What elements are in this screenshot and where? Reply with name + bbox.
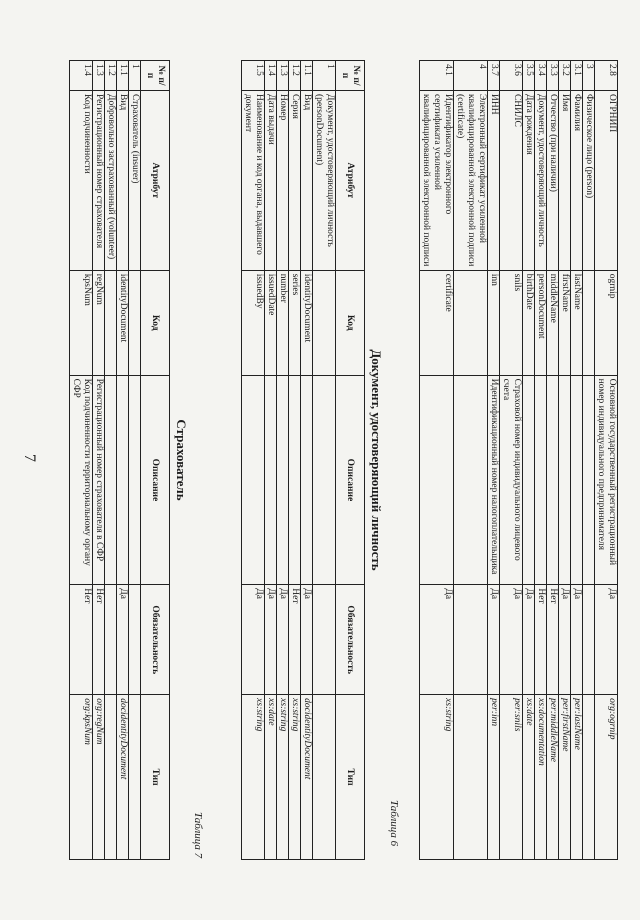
table6-title: Документ, удостоверяющий личность [369, 349, 384, 571]
table-cell: middleName [547, 270, 559, 375]
table-cell: firstName [559, 270, 571, 375]
table-row [242, 61, 265, 860]
table-cell: 3.2 [559, 61, 571, 91]
table-cell: Электронный сертификат усиленной квалифицированной электронной подписи (certificate) [454, 90, 488, 270]
table-cell [105, 375, 117, 585]
table-row [500, 61, 523, 860]
table-cell: Добровольно застрахованный (volunteer) [105, 90, 117, 270]
table-row [535, 61, 547, 860]
table-cell: Идентификационный номер налогоплательщика [488, 375, 500, 585]
table-cell: issuedBy [242, 270, 265, 375]
table-cell: Регистрационный номер страхователя [93, 90, 105, 270]
table-cell [571, 375, 583, 585]
table-cell: Да [301, 585, 313, 695]
table-cell [129, 375, 141, 585]
table-cell [454, 375, 488, 585]
table-cell [313, 585, 336, 695]
table-cell: xs:string [289, 695, 301, 860]
table-row [523, 61, 535, 860]
table-cell: snils [500, 270, 523, 375]
table-cell: Вид [301, 90, 313, 270]
table-cell: xs:string [420, 695, 454, 860]
table-cell: Да [595, 585, 618, 695]
table-row [454, 61, 488, 860]
table-cell [454, 270, 488, 375]
table-cell: regNum [93, 270, 105, 375]
table-cell: 1.3 [277, 61, 289, 91]
table-cell: Идентификатор электронного сертификата усиленной квалифицированной электронной подписи [420, 90, 454, 270]
table-cell [289, 375, 301, 585]
table-cell [420, 375, 454, 585]
column-header: Атрибут [141, 90, 170, 270]
table-cell: Имя [559, 90, 571, 270]
table-cell [583, 375, 595, 585]
column-header: Тип [336, 695, 365, 860]
table-row [289, 61, 301, 860]
table-row [277, 61, 289, 860]
table-cell: 4 [454, 61, 488, 91]
table-cell [117, 375, 129, 585]
table-cell: 1.5 [242, 61, 265, 91]
table-cell: Да [420, 585, 454, 695]
table-cell [583, 270, 595, 375]
table-cell: Нет [535, 585, 547, 695]
table-cell [105, 585, 117, 695]
table-cell [301, 375, 313, 585]
table-cell: Нет [289, 585, 301, 695]
table-cell: xs:date [523, 695, 535, 860]
table-cell: 1.2 [105, 61, 117, 91]
table-row [547, 61, 559, 860]
table-cell: Нет [70, 585, 93, 695]
table-cell: ogrnip [595, 270, 618, 375]
table-cell: Страховой номер индивидуального лицевого счета [500, 375, 523, 585]
column-header: № п/п [336, 61, 365, 91]
table-cell: per:snils [500, 695, 523, 860]
table-cell: Да [117, 585, 129, 695]
table-cell: Дата выдачи [265, 90, 277, 270]
column-header: Атрибут [336, 90, 365, 270]
table-cell: kpsNum [70, 270, 93, 375]
table7-title: Страхователь [174, 419, 189, 501]
table-row [559, 61, 571, 860]
table-cell: per:lastName [571, 695, 583, 860]
table-cell: docidentityDocument [117, 695, 129, 860]
page-number: 7 [21, 454, 38, 462]
table-cell: number [277, 270, 289, 375]
table-cell: Фамилия [571, 90, 583, 270]
table-cell: 1.1 [117, 61, 129, 91]
table-cell: certificate [420, 270, 454, 375]
table-cell: 1.1 [301, 61, 313, 91]
table-cell: Код подчиненности [70, 90, 93, 270]
table-cell [242, 375, 265, 585]
table-cell [454, 585, 488, 695]
table-cell: Нет [547, 585, 559, 695]
table-cell: Страхователь (insurer) [129, 90, 141, 270]
table-cell [129, 585, 141, 695]
table-cell: Документ, удостоверяющий личность [535, 90, 547, 270]
table-cell: Да [242, 585, 265, 695]
table-cell [105, 695, 117, 860]
table-cell [313, 270, 336, 375]
table-cell: xs:string [277, 695, 289, 860]
table-cell: 4.1 [420, 61, 454, 91]
table-cell: Регистрационный номер страхователя в СФР [93, 375, 105, 585]
table-cell: 2.8 [595, 61, 618, 91]
table-cell: Документ, удостоверяющий личность (personDocument) [313, 90, 336, 270]
column-header: Код [336, 270, 365, 375]
table-row [420, 61, 454, 860]
table-cell: Да [500, 585, 523, 695]
table-cell [313, 375, 336, 585]
table-row [265, 61, 277, 860]
table-cell: 1 [313, 61, 336, 91]
table-header-row [336, 61, 365, 860]
table-cell [547, 375, 559, 585]
table-cell: Физическое лицо (person) [583, 90, 595, 270]
table-cell: inn [488, 270, 500, 375]
table-cell: 3.6 [500, 61, 523, 91]
table-cell [105, 270, 117, 375]
table-cell: xs:string [242, 695, 265, 860]
table-row [595, 61, 618, 860]
table-row [70, 61, 93, 860]
table-cell: Дата рождения [523, 90, 535, 270]
table-cell [559, 375, 571, 585]
table-cell: Нет [93, 585, 105, 695]
table-cell: per:firstName [559, 695, 571, 860]
column-header: № п/п [141, 61, 170, 91]
table-cell [277, 375, 289, 585]
table-row [571, 61, 583, 860]
table-cell: 3.1 [571, 61, 583, 91]
table-cell: birthDate [523, 270, 535, 375]
table-cell: 1.4 [70, 61, 93, 91]
table-cell: Основной государственный регистрационный номер индивидуального предпринимателя [595, 375, 618, 585]
table-cell: 3.7 [488, 61, 500, 91]
table-row [105, 61, 117, 860]
table-cell: per:middleName [547, 695, 559, 860]
table-cell: issuedDate [265, 270, 277, 375]
table-cell: 1.3 [93, 61, 105, 91]
table-cell: identityDocument [301, 270, 313, 375]
table6 [241, 60, 365, 860]
table-cell: Наименование и код органа, выдавшего документ [242, 90, 265, 270]
table-cell: org:regNum [93, 695, 105, 860]
table-cell [583, 585, 595, 695]
table-cell [313, 695, 336, 860]
table-cell: Да [488, 585, 500, 695]
table-cell: personDocument [535, 270, 547, 375]
column-header: Обязательность [336, 585, 365, 695]
table-row [488, 61, 500, 860]
table-cell: 1 [129, 61, 141, 91]
table-cell [265, 375, 277, 585]
table-cell: 3.3 [547, 61, 559, 91]
table7-caption: Таблица 7 [192, 812, 204, 859]
table-cell: Вид [117, 90, 129, 270]
table-cell: Да [265, 585, 277, 695]
column-header: Обязательность [141, 585, 170, 695]
table-cell [523, 375, 535, 585]
table-header-row [141, 61, 170, 860]
table-cell: series [289, 270, 301, 375]
table-row [301, 61, 313, 860]
table-continuation [419, 60, 618, 860]
table-cell: Серия [289, 90, 301, 270]
column-header: Код [141, 270, 170, 375]
column-header: Описание [141, 375, 170, 585]
table-cell: Да [523, 585, 535, 695]
table-row [93, 61, 105, 860]
table-cell [454, 695, 488, 860]
table7 [69, 60, 170, 860]
table-cell: xs:documentation [535, 695, 547, 860]
table-cell: 1.2 [289, 61, 301, 91]
table-row [583, 61, 595, 860]
table-row [313, 61, 336, 860]
table-cell [129, 270, 141, 375]
table-cell: ОГРНИП [595, 90, 618, 270]
table-cell: Да [559, 585, 571, 695]
table-cell: 3.5 [523, 61, 535, 91]
table-cell: docidentityDocument [301, 695, 313, 860]
table-cell: ИНН [488, 90, 500, 270]
table-cell: 3 [583, 61, 595, 91]
column-header: Описание [336, 375, 365, 585]
table-cell: xs:date [265, 695, 277, 860]
table-cell: 3.4 [535, 61, 547, 91]
table-cell: identityDocument [117, 270, 129, 375]
table-cell: Да [571, 585, 583, 695]
table-cell: lastName [571, 270, 583, 375]
column-header: Тип [141, 695, 170, 860]
table-cell [583, 695, 595, 860]
table6-caption: Таблица 6 [388, 800, 400, 847]
table-cell: org:kpsNum [70, 695, 93, 860]
table-cell: 1.4 [265, 61, 277, 91]
table-cell: Код подчиненности территориальному органу СФР [70, 375, 93, 585]
table-row [117, 61, 129, 860]
table-cell: Номер [277, 90, 289, 270]
table-cell: per:inn [488, 695, 500, 860]
table-cell: Отчество (при наличии) [547, 90, 559, 270]
table-cell: org:ogrnip [595, 695, 618, 860]
table-cell: СНИЛС [500, 90, 523, 270]
table-cell [129, 695, 141, 860]
table-row [129, 61, 141, 860]
table-cell: Да [277, 585, 289, 695]
table-cell [535, 375, 547, 585]
